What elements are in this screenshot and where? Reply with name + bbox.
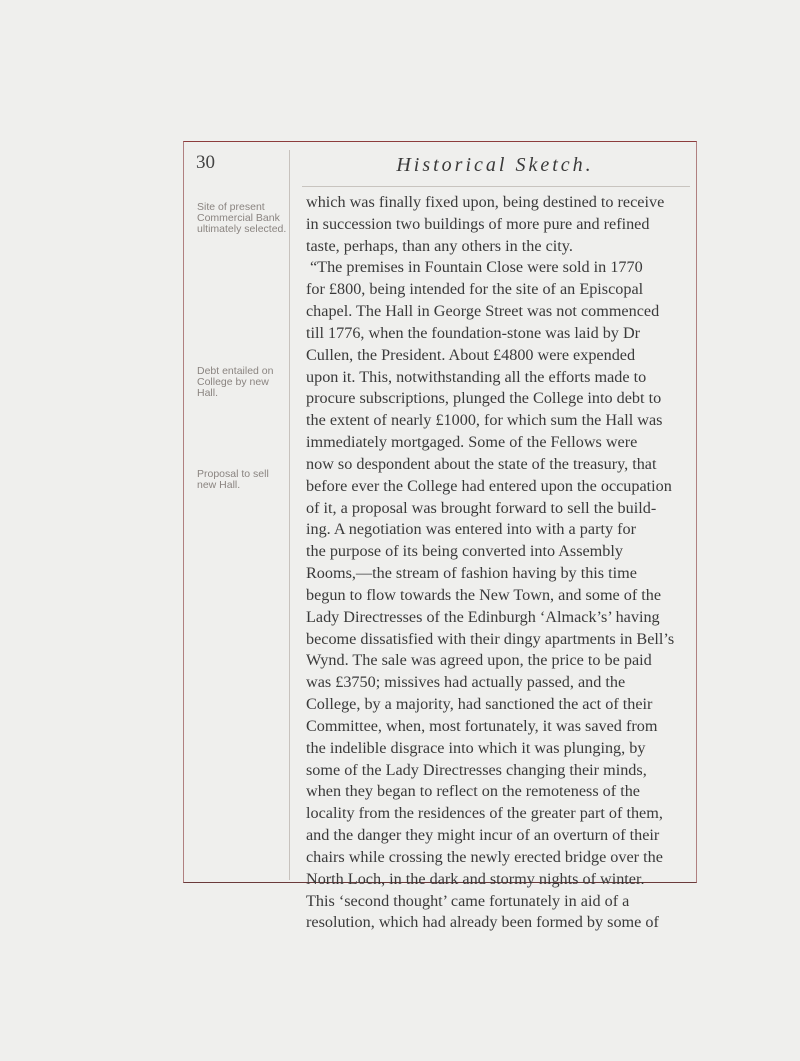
- header-rule: [302, 186, 690, 187]
- text-line: in succession two buildings of more pure and refined: [306, 214, 650, 233]
- text-line: Cullen, the President. About £4800 were expended: [306, 345, 636, 364]
- text-line: the purpose of its being converted into Assembly: [306, 542, 623, 561]
- text-line: when they began to reflect on the remoteness of the: [306, 782, 640, 801]
- text-line: Lady Directresses of the Edinburgh ‘Almack’s’ having: [306, 607, 660, 626]
- text-line: begun to flow towards the New Town, and some of the: [306, 585, 662, 604]
- text-line: North Loch, in the dark and stormy nights of winter.: [306, 869, 645, 888]
- text-line: procure subscriptions, plunged the College into debt to: [306, 389, 662, 408]
- text-line: Committee, when, most fortunately, it was saved from: [306, 716, 658, 735]
- text-line: locality from the residences of the greater part of them,: [306, 804, 663, 823]
- text-line: upon it. This, notwithstanding all the efforts made to: [306, 367, 647, 386]
- text-line: ing. A negotiation was entered into with a party for: [306, 520, 636, 539]
- text-line: College, by a majority, had sanctioned the act of their: [306, 695, 653, 714]
- page-number: 30: [196, 152, 215, 173]
- text-line: for £800, being intended for the site of an Episcopal: [306, 280, 644, 299]
- running-title: Historical Sketch.: [396, 154, 594, 176]
- text-line: was £3750; missives had actually passed, and the: [306, 673, 626, 692]
- text-line: Rooms,—the stream of fashion having by this time: [306, 564, 637, 583]
- text-line: before ever the College had entered upon the occupation: [306, 476, 672, 495]
- text-line: the extent of nearly £1000, for which sum the Hall was: [306, 411, 663, 430]
- text-line: resolution, which had already been formed by some of: [306, 913, 659, 932]
- text-line: some of the Lady Directresses changing their minds,: [306, 760, 647, 779]
- body-text: [306, 192, 692, 934]
- text-line: of it, a proposal was brought forward to sell the build-: [306, 498, 657, 517]
- text-line: chairs while crossing the newly erected bridge over the: [306, 847, 663, 866]
- text-line: Wynd. The sale was agreed upon, the price to be paid: [306, 651, 652, 670]
- text-line: “The premises in Fountain Close were sold in 1770: [310, 258, 643, 277]
- text-line: now so despondent about the state of the treasury, that: [306, 454, 657, 473]
- text-line: till 1776, when the foundation-stone was laid by Dr: [306, 323, 641, 342]
- text-line: and the danger they might incur of an overturn of their: [306, 826, 660, 845]
- sidenote-commercial-bank: Site of present Commercial Bank ultimately selected.: [197, 201, 287, 235]
- text-line: This ‘second thought’ came fortunately in aid of a: [306, 891, 630, 910]
- text-line: immediately mortgaged. Some of the Fellows were: [306, 433, 638, 452]
- text-line: the indelible disgrace into which it was plunging, by: [306, 738, 646, 757]
- margin-divider: [289, 150, 290, 880]
- text-line: chapel. The Hall in George Street was not commenced: [306, 302, 660, 321]
- text-line: become dissatisfied with their dingy apartments in Bell’s: [306, 629, 675, 648]
- sidenote-debt: Debt entailed on College by new Hall.: [197, 365, 274, 399]
- text-line: taste, perhaps, than any others in the city.: [306, 236, 573, 255]
- text-line: which was finally fixed upon, being destined to receive: [306, 193, 665, 211]
- sidenote-proposal: Proposal to sell new Hall.: [197, 468, 269, 491]
